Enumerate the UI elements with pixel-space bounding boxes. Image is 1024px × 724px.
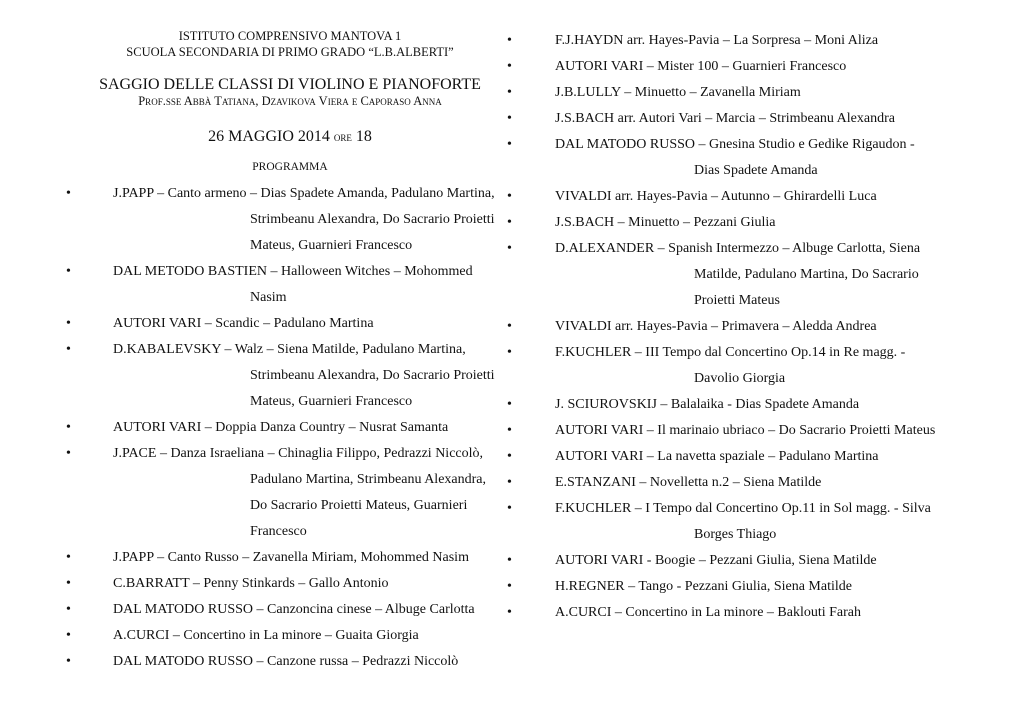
- bullet-icon: •: [507, 241, 512, 256]
- bullet-icon: •: [507, 33, 512, 48]
- program-item-text: VIVALDI arr. Hayes-Pavia – Autunno – Ghirardelli Luca: [555, 189, 877, 204]
- program-item: [507, 574, 977, 600]
- program-item-continuation: Mateus, Guarnieri Francesco: [250, 238, 413, 253]
- program-item: [60, 415, 512, 441]
- bullet-icon: •: [507, 553, 512, 568]
- program-item: [507, 184, 977, 210]
- program-item: [507, 470, 977, 496]
- program-item-text: DAL METODO BASTIEN – Halloween Witches – Mohommed: [113, 264, 473, 279]
- program-item-continuation: Davolio Giorgia: [694, 371, 786, 386]
- program-list-left: [60, 181, 512, 675]
- bullet-icon: •: [507, 397, 512, 412]
- program-item-text: J.B.LULLY – Minuetto – Zavanella Miriam: [555, 85, 801, 100]
- program-item: [60, 259, 512, 311]
- program-item-text: AUTORI VARI – Scandic – Padulano Martina: [113, 316, 374, 331]
- program-item: [60, 545, 512, 571]
- bullet-icon: •: [66, 550, 71, 565]
- program-item: [507, 236, 977, 314]
- program-item-text: DAL MATODO RUSSO – Canzone russa – Pedrazzi Niccolò: [113, 654, 459, 669]
- bullet-icon: •: [66, 628, 71, 643]
- school-name-line2: SCUOLA SECONDARIA DI PRIMO GRADO “L.B.ALBERTI”: [126, 45, 454, 59]
- program-item-continuation: Do Sacrario Proietti Mateus, Guarnieri: [250, 498, 468, 513]
- program-item-text: E.STANZANI – Novelletta n.2 – Siena Matilde: [555, 475, 822, 490]
- bullet-icon: •: [66, 654, 71, 669]
- bullet-icon: •: [66, 264, 71, 279]
- document-header: [60, 28, 520, 173]
- program-item-text: D.KABALEVSKY – Walz – Siena Matilde, Padulano Martina,: [113, 342, 466, 357]
- bullet-icon: •: [507, 345, 512, 360]
- program-item-continuation: Strimbeanu Alexandra, Do Sacrario Proietti: [250, 368, 495, 383]
- program-item-text: J.PAPP – Canto Russo – Zavanella Miriam, Mohommed Nasim: [113, 550, 469, 565]
- bullet-icon: •: [507, 449, 512, 464]
- left-column: [60, 28, 512, 675]
- program-item-text: DAL MATODO RUSSO – Gnesina Studio e Gedike Rigaudon -: [555, 137, 915, 152]
- program-item: [507, 54, 977, 80]
- program-item-text: AUTORI VARI – Mister 100 – Guarnieri Francesco: [555, 59, 847, 74]
- bullet-icon: •: [66, 342, 71, 357]
- bullet-icon: •: [507, 319, 512, 334]
- program-item-text: DAL MATODO RUSSO – Canzoncina cinese – Albuge Carlotta: [113, 602, 475, 617]
- bullet-icon: •: [507, 215, 512, 230]
- program-item-text: A.CURCI – Concertino in La minore – Baklouti Farah: [555, 605, 862, 620]
- bullet-icon: •: [66, 186, 71, 201]
- program-item-text: AUTORI VARI – Il marinaio ubriaco – Do Sacrario Proietti Mateus: [555, 423, 936, 438]
- program-item-text: VIVALDI arr. Hayes-Pavia – Primavera – Aledda Andrea: [555, 319, 877, 334]
- program-item: [507, 444, 977, 470]
- teachers-line: Prof.sse Abbà Tatiana, Dzavikova Viera e Caporaso Anna: [138, 94, 442, 108]
- bullet-icon: •: [507, 189, 512, 204]
- bullet-icon: •: [66, 576, 71, 591]
- bullet-icon: •: [66, 316, 71, 331]
- program-item: [60, 181, 512, 259]
- bullet-icon: •: [507, 85, 512, 100]
- program-item-text: F.KUCHLER – I Tempo dal Concertino Op.11 in Sol magg. - Silva: [555, 501, 931, 516]
- program-item-text: D.ALEXANDER – Spanish Intermezzo – Albuge Carlotta, Siena: [555, 241, 921, 256]
- program-item: [60, 649, 512, 675]
- program-item-continuation: Strimbeanu Alexandra, Do Sacrario Proietti: [250, 212, 495, 227]
- program-item-continuation: Borges Thiago: [694, 527, 777, 542]
- program-item-continuation: Padulano Martina, Strimbeanu Alexandra,: [250, 472, 486, 487]
- program-item: [60, 597, 512, 623]
- program-item-text: AUTORI VARI - Boogie – Pezzani Giulia, Siena Matilde: [555, 553, 877, 568]
- program-item-text: C.BARRATT – Penny Stinkards – Gallo Antonio: [113, 576, 389, 591]
- program-item: [507, 132, 977, 184]
- program-item-text: AUTORI VARI – La navetta spaziale – Padulano Martina: [555, 449, 879, 464]
- bullet-icon: •: [507, 423, 512, 438]
- program-item: [60, 441, 512, 545]
- bullet-icon: •: [507, 137, 512, 152]
- bullet-icon: •: [507, 475, 512, 490]
- program-item-text: H.REGNER – Tango - Pezzani Giulia, Siena Matilde: [555, 579, 852, 594]
- program-item-text: J. SCIUROVSKIJ – Balalaika - Dias Spadete Amanda: [555, 397, 860, 412]
- program-item: [507, 392, 977, 418]
- program-item-text: J.S.BACH arr. Autori Vari – Marcia – Strimbeanu Alexandra: [555, 111, 895, 126]
- program-item: [507, 106, 977, 132]
- program-item-text: J.PACE – Danza Israeliana – Chinaglia Filippo, Pedrazzi Niccolò,: [113, 446, 484, 461]
- concert-date-time: [60, 128, 520, 146]
- bullet-icon: •: [507, 111, 512, 126]
- program-item: [507, 314, 977, 340]
- program-item: [507, 210, 977, 236]
- program-list-right: [507, 28, 977, 626]
- program-item: [507, 28, 977, 54]
- bullet-icon: •: [66, 602, 71, 617]
- program-item-text: AUTORI VARI – Doppia Danza Country – Nusrat Samanta: [113, 420, 449, 435]
- program-item: [507, 600, 977, 626]
- program-item-continuation: Dias Spadete Amanda: [694, 163, 818, 178]
- bullet-icon: •: [66, 446, 71, 461]
- program-item: [60, 311, 512, 337]
- program-item-continuation: Francesco: [250, 524, 307, 539]
- bullet-icon: •: [66, 420, 71, 435]
- concert-title: SAGGIO DELLE CLASSI DI VIOLINO E PIANOFORTE: [99, 76, 481, 93]
- program-item-continuation: Nasim: [250, 290, 287, 305]
- program-item-text: F.KUCHLER – III Tempo dal Concertino Op.14 in Re magg. -: [555, 345, 906, 360]
- program-item: [507, 418, 977, 444]
- right-column: [507, 28, 977, 626]
- program-item: [507, 340, 977, 392]
- bullet-icon: •: [507, 501, 512, 516]
- bullet-icon: •: [507, 59, 512, 74]
- program-item: [507, 548, 977, 574]
- program-item: [60, 337, 512, 415]
- concert-date: 26 MAGGIO 2014: [208, 128, 330, 145]
- program-item: [60, 623, 512, 649]
- program-item-text: A.CURCI – Concertino in La minore – Guaita Giorgia: [113, 628, 419, 643]
- program-item-continuation: Proietti Mateus: [694, 293, 780, 308]
- program-item: [507, 496, 977, 548]
- program-item: [507, 80, 977, 106]
- program-item-text: J.PAPP – Canto armeno – Dias Spadete Amanda, Padulano Martina,: [113, 186, 495, 201]
- program-item-continuation: Mateus, Guarnieri Francesco: [250, 394, 413, 409]
- program-item: [60, 571, 512, 597]
- concert-time: 18: [355, 128, 372, 145]
- programma-heading: PROGRAMMA: [252, 161, 328, 173]
- bullet-icon: •: [507, 605, 512, 620]
- bullet-icon: •: [507, 579, 512, 594]
- program-item-text: F.J.HAYDN arr. Hayes-Pavia – La Sorpresa – Moni Aliza: [555, 33, 879, 48]
- time-word: ore: [333, 129, 352, 144]
- school-name-line1: ISTITUTO COMPRENSIVO MANTOVA 1: [178, 29, 402, 43]
- program-item-continuation: Matilde, Padulano Martina, Do Sacrario: [694, 267, 919, 282]
- program-item-text: J.S.BACH – Minuetto – Pezzani Giulia: [555, 215, 776, 230]
